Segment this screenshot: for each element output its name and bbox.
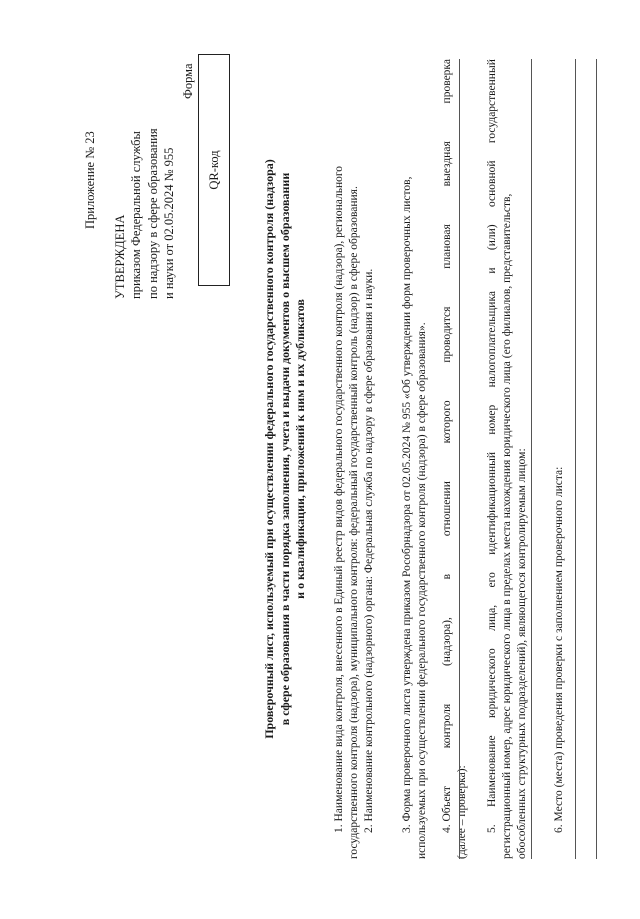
word: отношении [441,481,453,537]
text-line: 1. Наименование вида контроля, внесенного в Единый реестр видов федерального государственного контроля (надзора), регионального [333,165,345,833]
item-3 [400,59,430,859]
word: Наименование [486,735,498,807]
word: проверка [441,59,453,104]
fill-in-line [596,59,597,859]
text-line: 3. Форма проверочного листа утверждена приказом Рособрнадзора от 02.05.2024 № 955 «Об утверждении форм проверочных листов, [401,176,413,833]
word: налогоплательщика [486,291,498,388]
approval-line: УТВЕРЖДЕНА [113,214,127,299]
word: государственный [486,59,498,144]
item-1-2 [332,59,377,859]
word: основной [486,160,498,208]
word: (или) [486,224,498,251]
fill-in-line [575,59,576,859]
text-line: государственного контроля (надзора), муниципального контроля: федеральный государственный контроль (надзор) в сфере образования. [347,186,360,859]
item-6 [552,59,567,859]
approval-block [112,128,177,299]
word: плановая [441,224,453,269]
word: 4. Объект [441,786,453,833]
approval-line: приказом Федеральной службы [129,131,144,299]
document-title [262,154,309,744]
text-line: используемых при осуществлении федерального государственного контроля (надзора) в сфере образования». [415,322,428,859]
item-5 [485,59,530,859]
word: 5. [486,824,498,833]
title-line: в сфере образования в части порядка заполнения, учета и выдачи документов о высшем образовании [277,172,292,726]
word: в [441,573,453,580]
word: которого [441,400,453,444]
text-line: регистрационный номер, адрес юридического лица в пределах места нахождения юридического лица (его филиалов, представительств, [500,193,513,859]
fill-in-line [459,59,460,859]
appendix-number: Приложение № 23 [83,131,97,229]
text-line: 6. Место (места) проведения проверки с заполнением проверочного листа: [553,466,565,833]
text-line: 2. Наименование контрольного (надзорного) органа: Федеральная служба по надзору в сфере образования и науки. [362,268,375,833]
title-line: и о квалификации, приложений к ним и их дубликатов [293,299,308,599]
word: и [486,267,498,274]
word: выездная [441,141,453,187]
item-4-first-line [440,59,455,859]
approval-line: по надзору в сфере образования [145,128,160,299]
form-label: Форма [181,63,195,99]
title-line: Проверочный лист, используемый при осуществлении федерального государственного контроля (надзора) [262,159,276,739]
item-4 [440,59,470,859]
text-line: (далее – проверка): [455,765,468,859]
approval-line: и науки от 02.05.2024 № 955 [161,147,176,299]
word: (надзора), [441,617,453,667]
word: лица, [486,604,498,631]
word: проводится [441,306,453,363]
qr-code-box [198,54,230,286]
word: контроля [441,703,453,749]
item-5-first-line [485,59,500,859]
text-line: обособленных структурных подразделений), являющегося контролируемым лицом: [515,448,528,859]
word: его [486,572,498,588]
word: юридического [486,648,498,718]
word: номер [486,404,498,435]
fill-in-line [531,59,532,859]
word: идентификационный [486,451,498,555]
qr-code-label: QR-код [206,150,221,190]
